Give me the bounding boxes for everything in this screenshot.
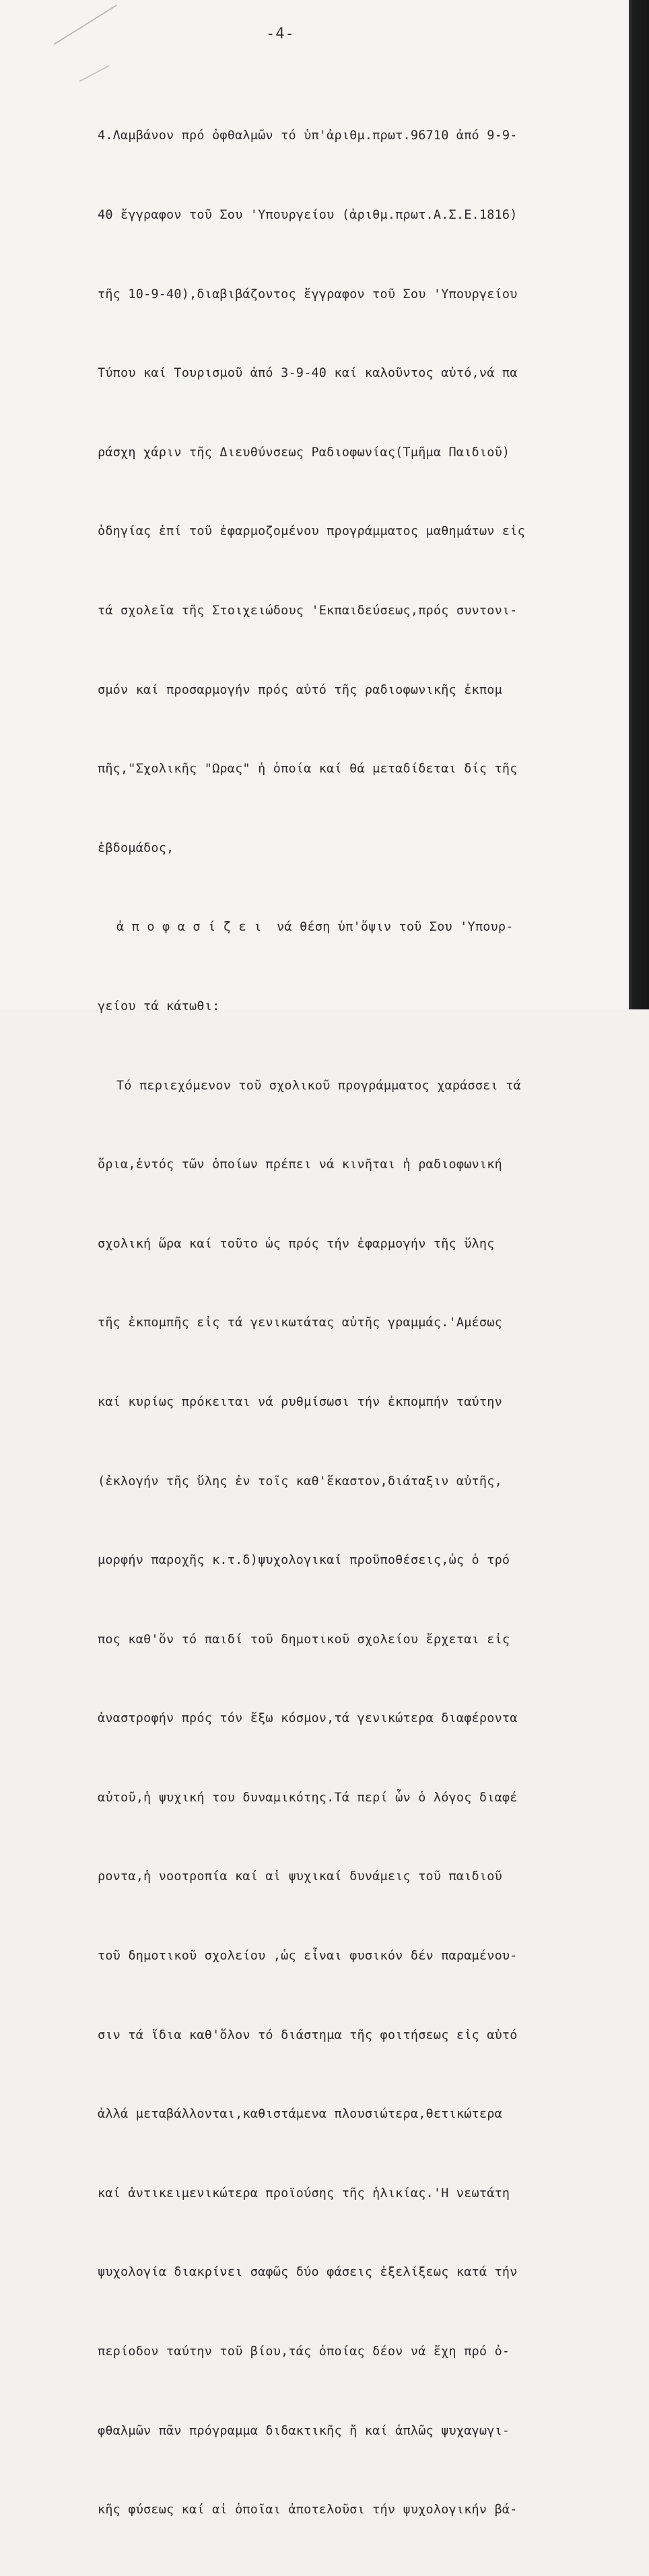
text-line: τά σχολεῖα τῆς Στοιχειώδους 'Εκπαιδεύσεως,πρός συντονι- (98, 603, 518, 618)
text-line: τῆς ἐκπομπῆς εἰς τά γενικωτάτας αὐτῆς γραμμάς.'Αμέσως (98, 1316, 502, 1330)
text-line: Τό περιεχόμενον τοῦ σχολικοῦ προγράμματος χαράσσει τά (116, 1078, 521, 1093)
scan-dark-border (629, 0, 649, 1009)
text-line: καί κυρίως πρόκειται νά ρυθμίσωσι τήν ἐκπομπήν ταύτην (98, 1394, 502, 1409)
text-line: μορφήν παροχῆς κ.τ.δ)ψυχολογικαί προϋποθέσεις,ὡς ὁ τρό (98, 1553, 510, 1568)
text-line: τοῦ δημοτικοῦ σχολείου ,ὡς εἶναι φυσικόν δέν παραμένου- (98, 1949, 518, 1964)
text-line: περίοδον ταύτην τοῦ βίου,τάς ὁποίας δέον νά ἔχη πρό ὀ- (98, 2345, 510, 2359)
text-line: ἀλλά μεταβάλλονται,καθιστάμενα πλουσιώτερα,θετικώτερα (98, 2107, 502, 2122)
text-line: 40 ἔγγραφον τοῦ Σου 'Υπουργείου (ἀριθμ.πρωτ.Α.Σ.Ε.1816) (98, 208, 518, 222)
text-line: αὐτοῦ,ἡ ψυχική του δυναμικότης.Τά περί ὧν ὁ λόγος διαφέ (98, 1790, 518, 1805)
text-line: Τύπου καί Τουρισμοῦ ἀπό 3-9-40 καί καλοῦντος αὐτό,νά πα (98, 366, 518, 381)
document-body (98, 70, 609, 2576)
text-line: πος καθ'ὅν τό παιδί τοῦ δημοτικοῦ σχολείου ἔρχεται εἰς (98, 1632, 510, 1647)
page-number: -4- (266, 26, 295, 42)
text-line: φθαλμῶν πᾶν πρόγραμμα διδακτικῆς ἤ καί ἁπλῶς ψυχαγωγι- (98, 2423, 510, 2438)
text-line: καί ἀντικειμενικώτερα προϊούσης τῆς ἡλικίας.'Η νεωτάτη (98, 2186, 510, 2201)
text-line: σμόν καί προσαρμογήν πρός αὐτό τῆς ραδιοφωνικῆς ἐκπομ (98, 682, 502, 697)
text-line: ἀ π ο φ α σ ί ζ ε ι νά θέση ὑπ'ὄψιν τοῦ Σου 'Υπουρ- (116, 920, 514, 935)
text-line: ἑβδομάδος, (98, 840, 174, 855)
text-line: ροντα,ἡ νοοτροπία καί αἱ ψυχικαί δυνάμεις τοῦ παιδιοῦ (98, 1869, 502, 1884)
text-line: ψυχολογία διακρίνει σαφῶς δύο φάσεις ἐξελίξεως κατά τήν (98, 2265, 518, 2280)
text-line: σχολική ὥρα καί τοῦτο ὡς πρός τήν ἐφαρμογήν τῆς ὕλης (98, 1236, 495, 1251)
text-line: (ἐκλογήν τῆς ὕλης ἐν τοῖς καθ'ἕκαστον,διάταξιν αὐτῆς, (98, 1474, 502, 1489)
text-line: ὁδηγίας ἐπί τοῦ ἐφαρμοζομένου προγράμματος μαθημάτων εἰς (98, 524, 525, 539)
text-line: σιν τά ἴδια καθ'ὅλον τό διάστημα τῆς φοιτήσεως εἰς αὐτό (98, 2028, 518, 2042)
text-line: 4.Λαμβάνον πρό ὀφθαλμῶν τό ὑπ'ἀριθμ.πρωτ.96710 ἀπό 9-9- (98, 129, 518, 143)
text-line: γείου τά κάτωθι: (98, 999, 220, 1013)
text-line: πῆς,"Σχολικῆς "Ωρας" ἡ ὁποία καί θά μεταδίδεται δίς τῆς (98, 762, 518, 777)
text-line: ἀναστροφήν πρός τόν ἔξω κόσμον,τά γενικώτερα διαφέροντα (98, 1711, 518, 1726)
paper-fold-mark (53, 5, 116, 45)
text-line: ράσχη χάριν τῆς Διευθύνσεως Ραδιοφωνίας(Τμῆμα Παιδιοῦ) (98, 445, 510, 460)
text-line: τῆς 10-9-40),διαβιβάζοντος ἔγγραφον τοῦ Σου 'Υπουργείου (98, 287, 518, 301)
text-line: κῆς φύσεως καί αἱ ὁποῖαι ἀποτελοῦσι τήν ψυχολογικήν βά- (98, 2503, 518, 2517)
text-line: ὅρια,ἐντός τῶν ὁποίων πρέπει νά κινῆται ἡ ραδιοφωνική (98, 1157, 502, 1172)
